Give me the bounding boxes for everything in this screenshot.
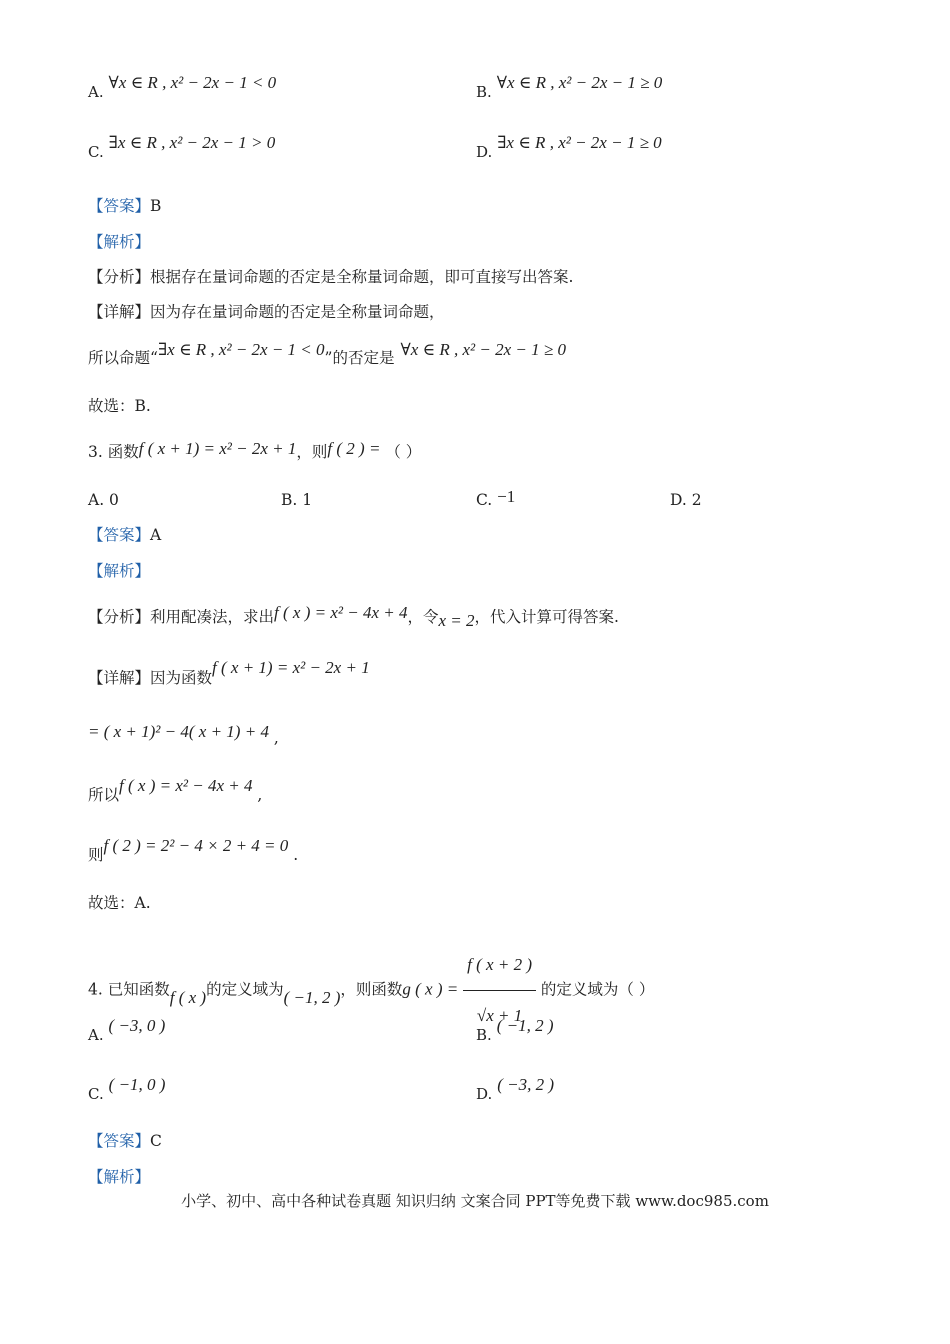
option-math: ( −3, 2 ) xyxy=(497,1075,554,1094)
answer-value: A xyxy=(150,526,162,544)
option-label: A. xyxy=(88,1026,104,1044)
answer-tag: 【答案】 xyxy=(88,197,151,215)
q3-option-a xyxy=(88,490,119,510)
detail-text: 因为存在量词命题的否定是全称量词命题， xyxy=(150,303,445,321)
option-label: A. xyxy=(88,83,104,101)
math-segment: f ( 2 ) = 2² − 4 × 2 + 4 = 0 xyxy=(103,836,289,855)
text-segment: ，则函数 xyxy=(340,980,403,999)
q3-stem xyxy=(88,439,422,462)
text-segment: 则 xyxy=(88,846,104,864)
option-math: ∀x ∈ R , x² − 2x − 1 < 0 xyxy=(108,73,277,92)
math-segment: x = 2 xyxy=(438,611,475,630)
choose-text: 故选：B. xyxy=(88,397,151,415)
text-segment: 因为函数 xyxy=(150,669,213,687)
option-label: C. xyxy=(88,143,104,161)
math-segment: f ( x ) = x² − 4x + 4 xyxy=(119,776,253,795)
option-math: ∃x ∈ R , x² − 2x − 1 > 0 xyxy=(108,133,276,152)
analysis-text: 根据存在量词命题的否定是全称量词命题，即可直接写出答案. xyxy=(150,268,574,286)
q4-option-a xyxy=(88,1016,166,1045)
option-math: ∀x ∈ R , x² − 2x − 1 ≥ 0 xyxy=(496,73,663,92)
detail-line xyxy=(88,302,445,322)
option-math: ( −3, 0 ) xyxy=(108,1016,166,1035)
text-segment: ，令 xyxy=(407,608,439,626)
q3-step-1 xyxy=(88,722,279,747)
math-segment: f ( x ) xyxy=(169,987,207,1007)
negation-line xyxy=(88,340,566,368)
answer-tag: 【答案】 xyxy=(88,1132,151,1150)
option-c xyxy=(88,133,276,162)
q4-option-c xyxy=(88,1075,166,1104)
text-segment: 的定义域为（ ） xyxy=(540,980,655,999)
answer-value: C xyxy=(150,1132,162,1150)
option-text: D. 2 xyxy=(670,491,702,509)
jiexi-tag: 【解析】 xyxy=(88,233,151,251)
math-segment: = ( x + 1)² − 4( x + 1) + 4 xyxy=(88,722,269,741)
q3-option-c xyxy=(476,487,516,510)
fraction-denominator: √x + 1 xyxy=(476,1006,523,1025)
page-footer: 小学、初中、高中各种试卷真题 知识归纳 文案合同 PPT等免费下载 www.doc985.com xyxy=(181,1192,769,1210)
fraction-numerator: f ( x + 2 ) xyxy=(463,942,536,991)
q4-option-b xyxy=(476,1016,554,1045)
jiexi-line xyxy=(88,232,150,252)
q3-analysis xyxy=(88,603,619,630)
analysis-tag: 【分析】 xyxy=(88,268,151,286)
text-segment: , xyxy=(268,729,279,747)
answer-line xyxy=(88,196,161,216)
text-segment: . xyxy=(288,846,299,864)
option-a xyxy=(88,73,277,102)
text-segment: 4. 已知函数 xyxy=(88,980,170,999)
text-segment: （ ） xyxy=(380,443,422,461)
jiexi-line xyxy=(88,1167,150,1187)
math-segment: ∀x ∈ R , x² − 2x − 1 ≥ 0 xyxy=(400,340,566,359)
text-segment: ”的否定是 xyxy=(324,349,395,367)
option-label: D. xyxy=(476,1085,493,1103)
detail-tag: 【详解】 xyxy=(88,669,151,687)
option-math: −1 xyxy=(497,487,516,506)
option-label: C. xyxy=(476,491,498,509)
q4-option-d xyxy=(476,1075,554,1104)
option-text: B. 1 xyxy=(281,491,313,509)
analysis-tag: 【分析】 xyxy=(88,608,151,626)
text-segment: 利用配凑法，求出 xyxy=(150,608,275,626)
text-segment: 3. 函数 xyxy=(88,443,139,461)
q4-stem xyxy=(88,942,654,1039)
option-math: ( −1, 0 ) xyxy=(108,1075,166,1094)
choose-line xyxy=(88,893,151,913)
math-segment: f ( 2 ) = xyxy=(327,439,381,458)
choose-text: 故选：A. xyxy=(88,894,151,912)
math-segment: ( −1, 2 ) xyxy=(283,987,341,1007)
jiexi-tag: 【解析】 xyxy=(88,562,151,580)
answer-tag: 【答案】 xyxy=(88,526,151,544)
text-segment: 的定义域为 xyxy=(206,980,284,999)
math-segment: f ( x + 1) = x² − 2x + 1 xyxy=(138,439,297,458)
text-segment: 所以 xyxy=(88,786,120,804)
option-d xyxy=(476,133,662,162)
q3-detail xyxy=(88,658,370,688)
math-segment: ∃x ∈ R , x² − 2x − 1 < 0 xyxy=(157,340,325,359)
option-label: C. xyxy=(88,1085,104,1103)
jiexi-tag: 【解析】 xyxy=(88,1168,151,1186)
option-text: A. 0 xyxy=(88,491,119,509)
choose-line xyxy=(88,396,151,416)
jiexi-line xyxy=(88,561,150,581)
analysis-line xyxy=(88,267,573,287)
option-math: ( −1, 2 ) xyxy=(496,1016,554,1035)
math-segment: f ( x + 1) = x² − 2x + 1 xyxy=(212,658,370,677)
q3-step-3 xyxy=(88,836,299,865)
math-segment: g ( x ) = xyxy=(402,979,459,999)
option-b xyxy=(476,73,663,102)
text-segment: , xyxy=(252,786,263,804)
text-segment: ，代入计算可得答案. xyxy=(474,608,619,626)
option-math: ∃x ∈ R , x² − 2x − 1 ≥ 0 xyxy=(497,133,662,152)
q3-option-d xyxy=(670,490,702,510)
answer-line xyxy=(88,525,161,545)
option-label: D. xyxy=(476,143,493,161)
option-label: B. xyxy=(476,83,492,101)
answer-line xyxy=(88,1131,162,1151)
option-label: B. xyxy=(476,1026,492,1044)
detail-tag: 【详解】 xyxy=(88,303,151,321)
q3-step-2 xyxy=(88,776,263,805)
text-segment: 所以命题“ xyxy=(88,349,158,367)
q3-option-b xyxy=(281,490,312,510)
math-segment: f ( x ) = x² − 4x + 4 xyxy=(274,603,408,622)
text-segment: ，则 xyxy=(296,443,328,461)
answer-value: B xyxy=(150,197,162,215)
